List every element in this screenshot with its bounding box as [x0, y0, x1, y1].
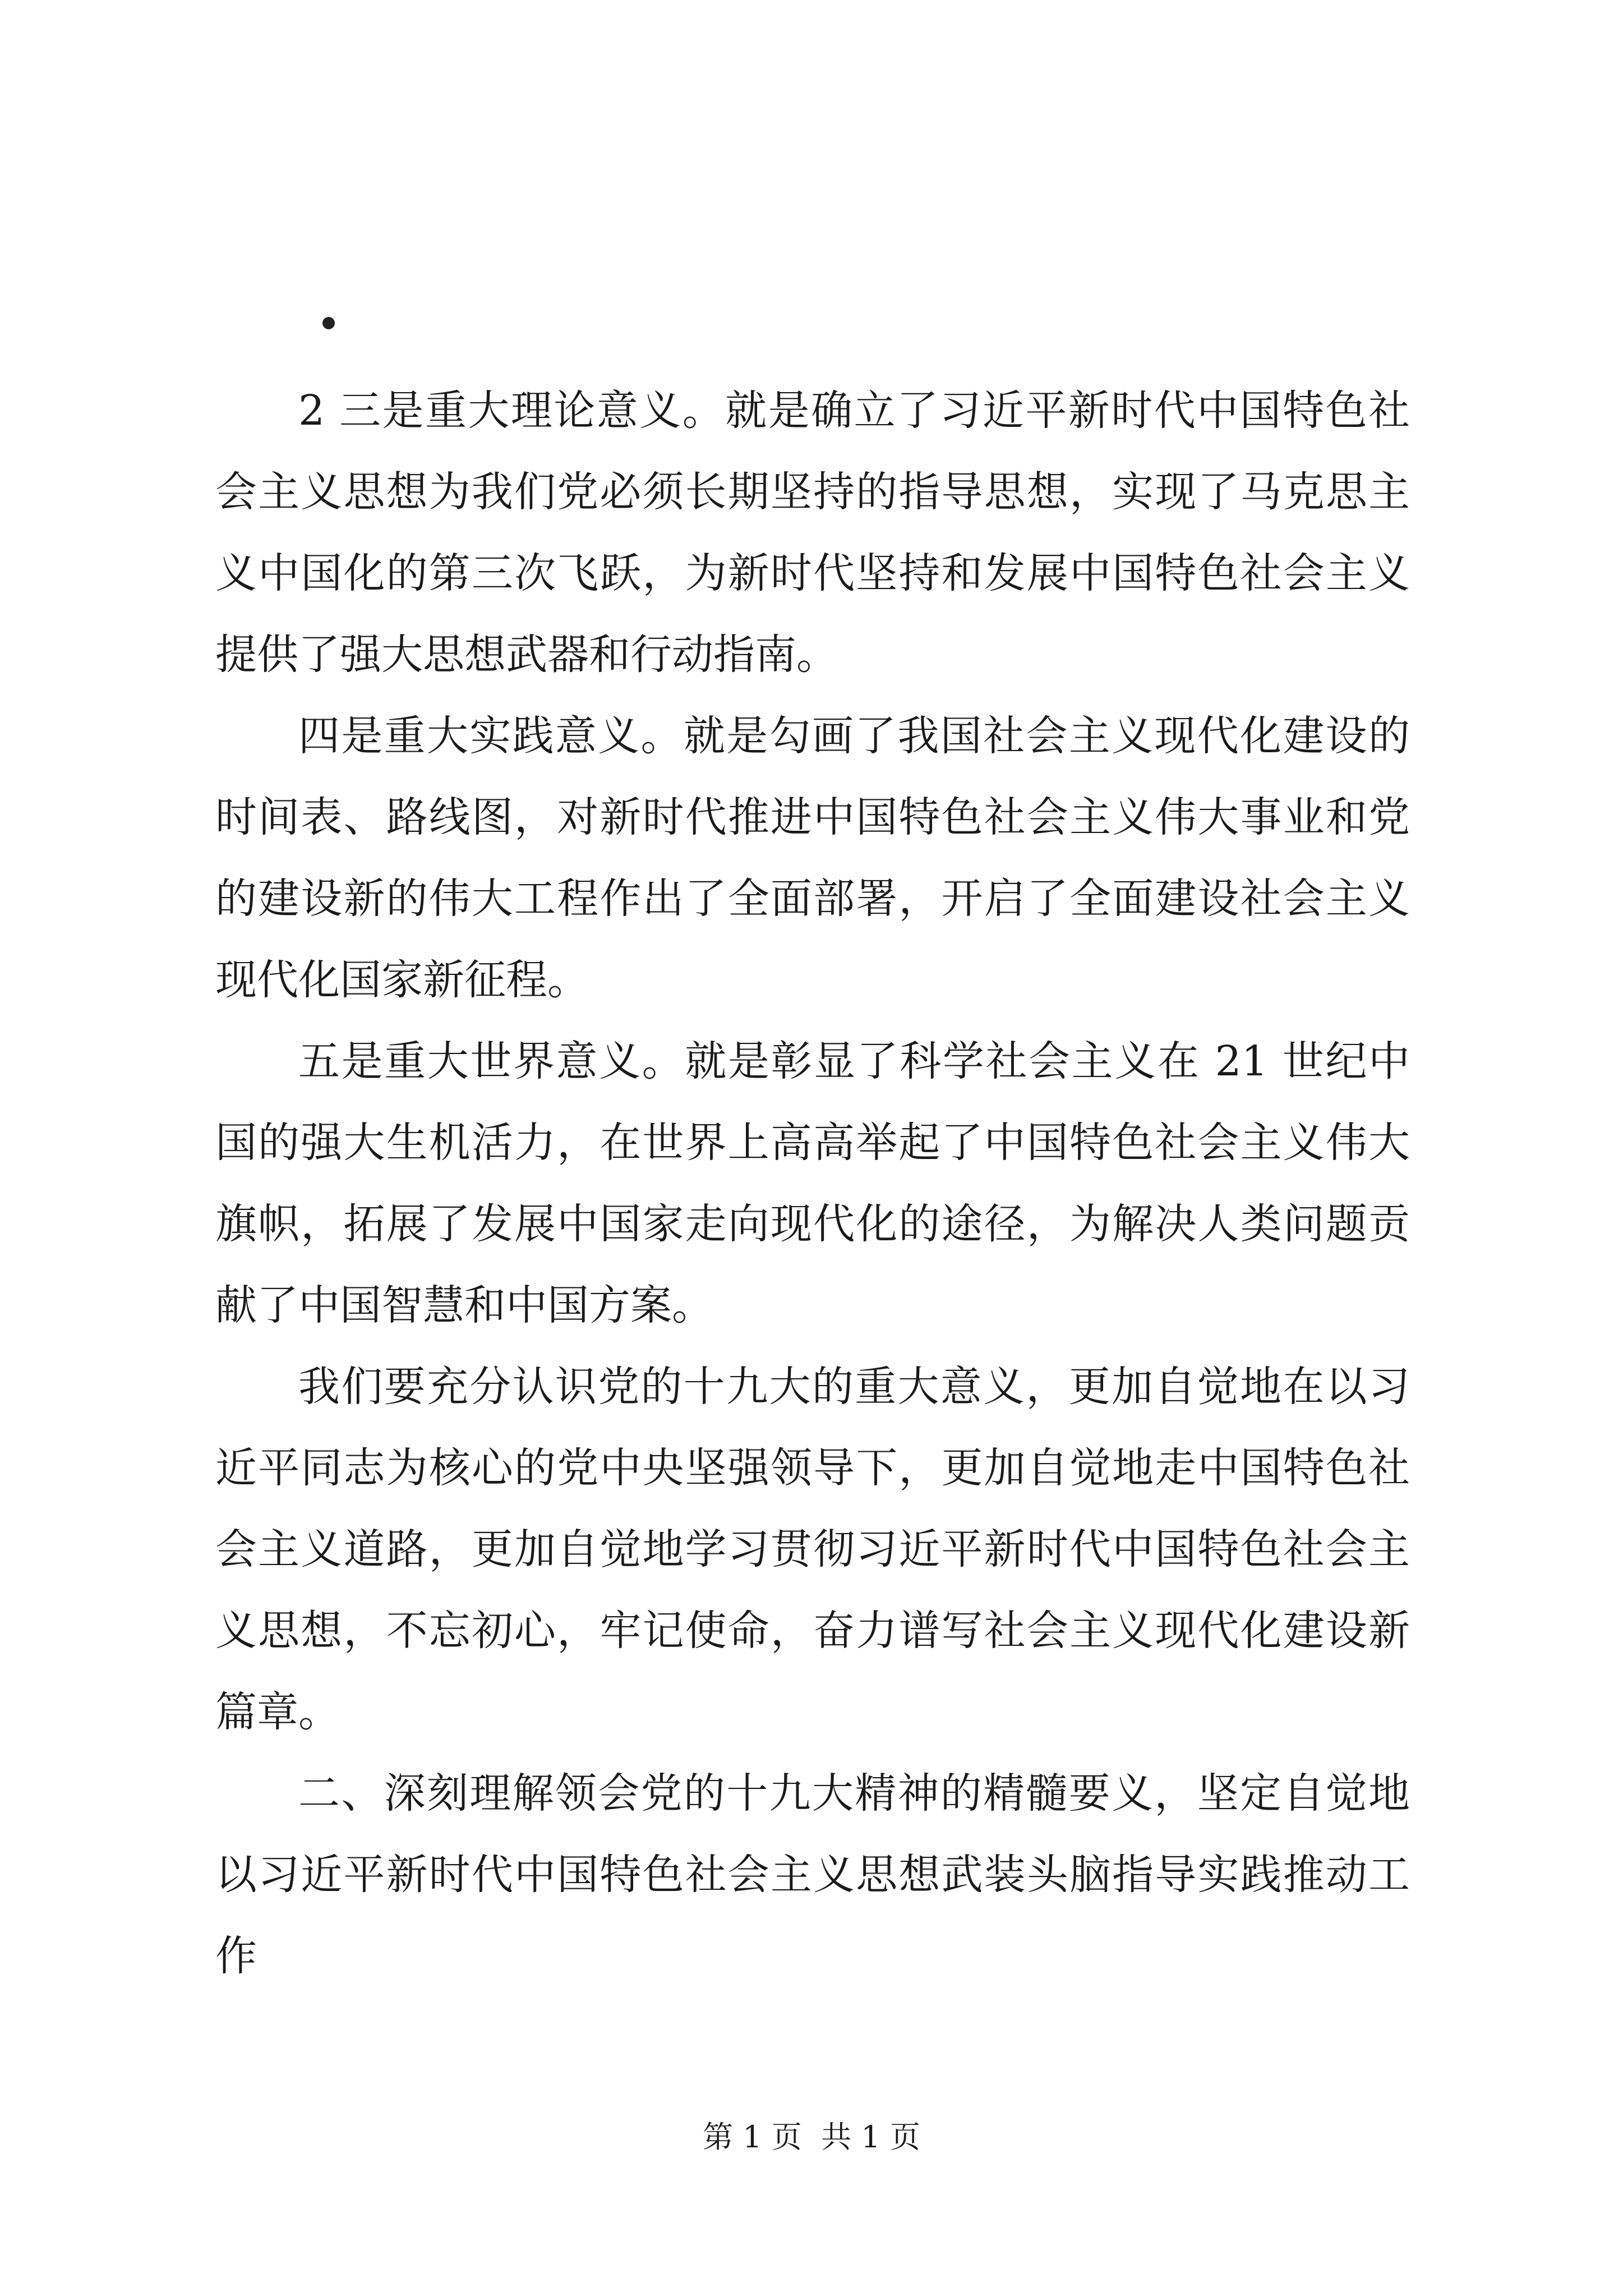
paragraph-conclusion: 我们要充分认识党的十九大的重大意义，更加自觉地在以习近平同志为核心的党中央坚强领导下，更加自觉地走中国特色社会主义道路，更加自觉地学习贯彻习近平新时代中国特色社会主义思想，不忘初心，牢记使命，奋力谱写社会主义现代化建设新篇章。 — [215, 1363, 1410, 1736]
paragraph-practical-significance: 四是重大实践意义。就是勾画了我国社会主义现代化建设的时间表、路线图，对新时代推进中国特色社会主义伟大事业和党的建设新的伟大工程作出了全面部署，开启了全面建设社会主义现代化国家新征程。 — [215, 712, 1410, 1004]
paragraph-theoretical-significance: 2 三是重大理论意义。就是确立了习近平新时代中国特色社会主义思想为我们党必须长期坚持的指导思想，实现了马克思主义中国化的第三次飞跃，为新时代坚持和发展中国特色社会主义提供了强大思想武器和行动指南。 — [215, 386, 1410, 679]
bullet-dot — [322, 317, 335, 329]
page-footer: 第 1 页 共 1 页 — [703, 2119, 920, 2155]
section-heading-two: 二、深刻理解领会党的十九大精神的精髓要义，坚定自觉地以习近平新时代中国特色社会主义思想武装头脑指导实践推动工作 — [215, 1769, 1410, 1980]
document-body — [215, 370, 1410, 1997]
paragraph-world-significance: 五是重大世界意义。就是彰显了科学社会主义在 21 世纪中国的强大生机活力，在世界上高高举起了中国特色社会主义伟大旗帜，拓展了发展中国家走向现代化的途径，为解决人类问题贡献了中国智慧和中国方案。 — [215, 1037, 1410, 1329]
